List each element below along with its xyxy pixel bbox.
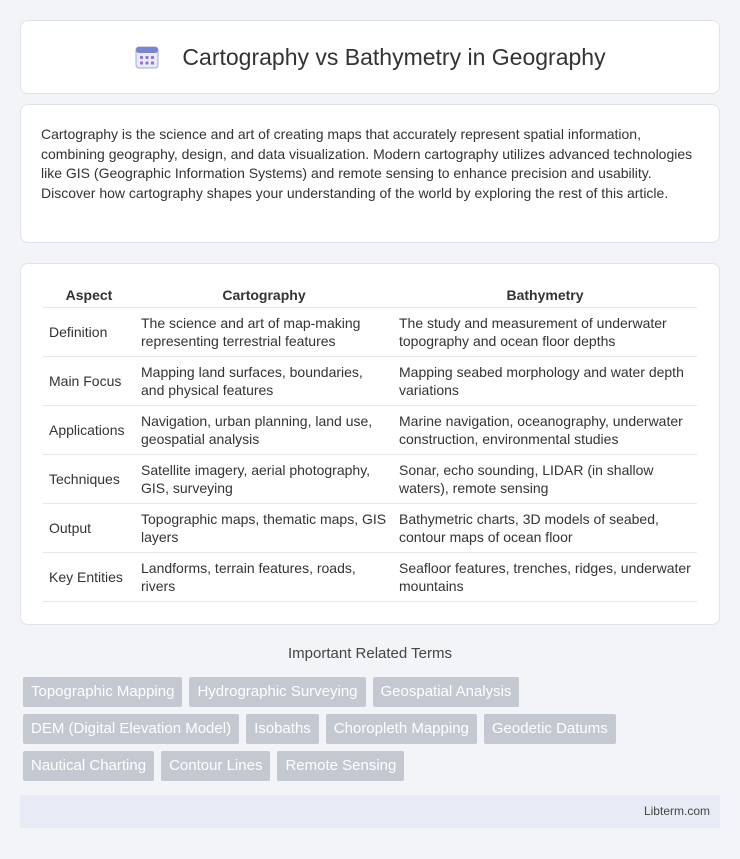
row-cartography: Topographic maps, thematic maps, GIS layers (135, 504, 393, 553)
row-cartography: The science and art of map-making representing terrestrial features (135, 308, 393, 357)
table-row (43, 308, 697, 357)
row-aspect: Key Entities (43, 553, 135, 602)
tag-topographic-mapping[interactable]: Topographic Mapping (23, 677, 182, 707)
tag-row (23, 677, 723, 707)
tag-contour-lines[interactable]: Contour Lines (161, 751, 270, 781)
comparison-table (43, 282, 697, 602)
table-row (43, 455, 697, 504)
row-bathymetry: Mapping seabed morphology and water depth variations (393, 357, 697, 406)
footer-site-link[interactable]: Libterm.com (643, 804, 710, 818)
tag-dem[interactable]: DEM (Digital Elevation Model) (23, 714, 239, 744)
header-bathymetry: Bathymetry (393, 282, 697, 308)
tag-hydrographic-surveying[interactable]: Hydrographic Surveying (189, 677, 365, 707)
row-bathymetry: Seafloor features, trenches, ridges, underwater mountains (393, 553, 697, 602)
table-row (43, 553, 697, 602)
row-cartography: Navigation, urban planning, land use, geospatial analysis (135, 406, 393, 455)
table-header-row (43, 282, 697, 308)
tag-isobaths[interactable]: Isobaths (246, 714, 319, 744)
related-terms-title: Important Related Terms (288, 645, 452, 662)
row-bathymetry: Bathymetric charts, 3D models of seabed, contour maps of ocean floor (393, 504, 697, 553)
row-bathymetry: The study and measurement of underwater topography and ocean floor depths (393, 308, 697, 357)
row-bathymetry: Marine navigation, oceanography, underwater construction, environmental studies (393, 406, 697, 455)
row-aspect: Techniques (43, 455, 135, 504)
row-cartography: Satellite imagery, aerial photography, GIS, surveying (135, 455, 393, 504)
table-row (43, 504, 697, 553)
header-cartography: Cartography (135, 282, 393, 308)
header-card (20, 20, 720, 94)
row-cartography: Mapping land surfaces, boundaries, and physical features (135, 357, 393, 406)
tag-row (23, 751, 723, 781)
tag-geospatial-analysis[interactable]: Geospatial Analysis (373, 677, 520, 707)
tag-nautical-charting[interactable]: Nautical Charting (23, 751, 154, 781)
row-aspect: Applications (43, 406, 135, 455)
footer (20, 795, 720, 828)
row-cartography: Landforms, terrain features, roads, rivers (135, 553, 393, 602)
comparison-table-card (20, 263, 720, 625)
tag-choropleth-mapping[interactable]: Choropleth Mapping (326, 714, 477, 744)
table-row (43, 406, 697, 455)
page-title: Cartography vs Bathymetry in Geography (182, 43, 606, 70)
calendar-grid-icon (134, 44, 160, 70)
tag-geodetic-datums[interactable]: Geodetic Datums (484, 714, 616, 744)
tag-row (23, 714, 723, 744)
header-aspect: Aspect (43, 282, 135, 308)
table-row (43, 357, 697, 406)
intro-text: Cartography is the science and art of creating maps that accurately represent spatial information, combining geography, design, and data visualization. Modern cartography utilizes advanced technologies like GIS (Geographic Information Systems) and remote sensing to enhance precision and usability. Discover how cartography shapes your understanding of the world by exploring the rest of this article. (41, 126, 693, 201)
row-aspect: Definition (43, 308, 135, 357)
row-aspect: Output (43, 504, 135, 553)
related-terms-list (23, 677, 723, 788)
row-aspect: Main Focus (43, 357, 135, 406)
tag-remote-sensing[interactable]: Remote Sensing (277, 751, 404, 781)
intro-card (20, 104, 720, 243)
row-bathymetry: Sonar, echo sounding, LIDAR (in shallow waters), remote sensing (393, 455, 697, 504)
